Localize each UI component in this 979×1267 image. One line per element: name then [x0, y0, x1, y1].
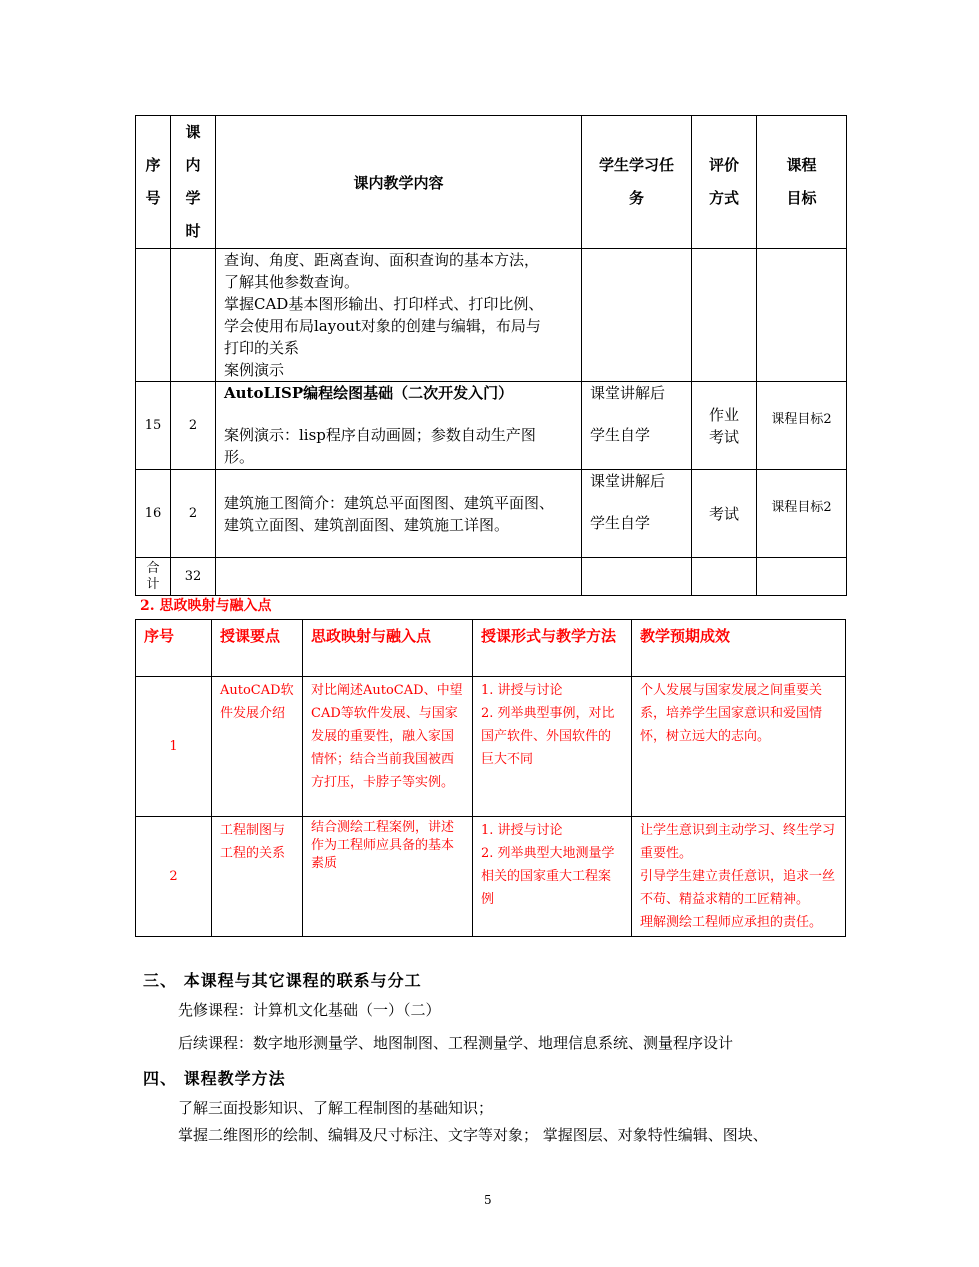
header-goal: 课程 目标 — [757, 116, 847, 249]
seq-cell: 2 — [136, 817, 212, 937]
seq-cell: 1 — [136, 677, 212, 817]
section3-title: 三、 本课程与其它课程的联系与分工 — [143, 971, 422, 990]
method-paragraph-1: 了解三面投影知识、了解工程制图的基础知识； — [178, 1099, 494, 1117]
task-cell: 课堂讲解后 学生自学 — [582, 470, 692, 558]
eval-cell: 考试 — [692, 470, 757, 558]
course-content-table — [135, 115, 847, 596]
header-effect: 教学预期成效 — [632, 620, 846, 677]
table-row — [136, 249, 847, 382]
total-hours: 32 — [171, 558, 216, 596]
table-row — [136, 382, 847, 470]
method-paragraph-2: 掌握二维图形的绘制、编辑及尺寸标注、文字等对象； 掌握图层、对象特性编辑、图块、 — [178, 1126, 768, 1144]
content-cell: 建筑施工图简介：建筑总平面图图、建筑平面图、 建筑立面图、建筑剖面图、建筑施工详图。 — [216, 470, 582, 558]
eval-cell: 作业 考试 — [692, 382, 757, 470]
table2-header-row — [136, 620, 846, 677]
method-cell: 1. 讲授与讨论 2. 列举典型事例，对比国产软件、外国软件的巨大不同 — [473, 677, 632, 817]
section2-title: 2. 思政映射与融入点 — [140, 598, 272, 614]
effect-cell: 个人发展与国家发展之间重要关系，培养学生国家意识和爱国情怀，树立远大的志向。 — [632, 677, 846, 817]
header-method: 授课形式与教学方法 — [473, 620, 632, 677]
header-hours: 课 内 学 时 — [171, 116, 216, 249]
goal-cell: 课程目标2 — [757, 470, 847, 558]
table-row — [136, 677, 846, 817]
mapping-cell: 对比阐述AutoCAD、中望CAD等软件发展、与国家发展的重要性，融入家国情怀；结合当前我国被西方打压，卡脖子等实例。 — [303, 677, 473, 817]
seq-cell: 16 — [136, 470, 171, 558]
header-content: 课内教学内容 — [216, 116, 582, 249]
method-cell: 1. 讲授与讨论 2. 列举典型大地测量学相关的国家重大工程案例 — [473, 817, 632, 937]
point-cell: 工程制图与工程的关系 — [212, 817, 303, 937]
point-cell: AutoCAD软件发展介绍 — [212, 677, 303, 817]
section4-title: 四、 课程教学方法 — [143, 1069, 286, 1088]
page-number: 5 — [484, 1193, 492, 1207]
seq-cell: 15 — [136, 382, 171, 470]
header-seq: 序号 — [136, 620, 212, 677]
prerequisite-text: 先修课程：计算机文化基础（一）（二） — [178, 1001, 441, 1019]
header-task: 学生学习任 务 — [582, 116, 692, 249]
goal-cell: 课程目标2 — [757, 382, 847, 470]
header-mapping: 思政映射与融入点 — [303, 620, 473, 677]
table-total-row — [136, 558, 847, 596]
mapping-cell: 结合测绘工程案例，讲述作为工程师应具备的基本素质 — [303, 817, 473, 937]
table-row — [136, 470, 847, 558]
header-eval: 评价 方式 — [692, 116, 757, 249]
content-cell: 查询、角度、距离查询、面积查询的基本方法， 了解其他参数查询。 掌握CAD基本图形输出、打印样式、打印比例、 学会使用布局layout对象的创建与编辑，布局与 打印的关系 案例演示 — [216, 249, 582, 382]
header-point: 授课要点 — [212, 620, 303, 677]
ideology-table — [135, 619, 846, 937]
hours-cell: 2 — [171, 382, 216, 470]
hours-cell: 2 — [171, 470, 216, 558]
followup-text: 后续课程：数字地形测量学、地图制图、工程测量学、地理信息系统、测量程序设计 — [178, 1034, 734, 1052]
effect-cell: 让学生意识到主动学习、终生学习重要性。 引导学生建立责任意识，追求一丝不苟、精益求精的工匠精神。 理解测绘工程师应承担的责任。 — [632, 817, 846, 937]
task-cell: 课堂讲解后 学生自学 — [582, 382, 692, 470]
table-row — [136, 817, 846, 937]
table1-header-row — [136, 116, 847, 249]
header-seq: 序 号 — [136, 116, 171, 249]
total-label: 合 计 — [136, 558, 171, 596]
content-cell: AutoLISP编程绘图基础（二次开发入门） 案例演示：lisp程序自动画圆；参数自动生产图 形。 — [216, 382, 582, 470]
